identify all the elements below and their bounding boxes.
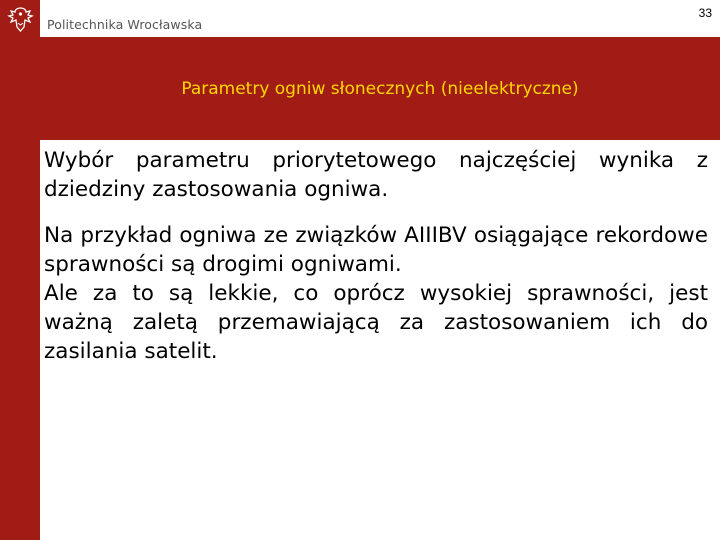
paragraph-3: Ale za to są lekkie, co oprócz wysokiej sprawności, jest ważną zaletą przemawiającą za zastosowaniem ich do zasilania satelit.: [44, 281, 708, 364]
eagle-crest-icon: [5, 3, 36, 36]
slide-content: [44, 146, 708, 366]
page-number: 33: [698, 6, 712, 20]
paragraph-1: Wybór parametru priorytetowego najczęściej wynika z dziedziny zastosowania ogniwa.: [44, 148, 708, 202]
institution-name: Politechnika Wrocławska: [47, 17, 203, 32]
title-band: [40, 37, 720, 140]
paragraph-2: Na przykład ogniwa ze związków AIIIBV osiągające rekordowe sprawności są drogimi ogniwami.: [44, 223, 708, 277]
slide-title: Parametry ogniw słonecznych (nieelektryczne): [181, 79, 579, 99]
left-sidebar-bar: [0, 0, 40, 540]
